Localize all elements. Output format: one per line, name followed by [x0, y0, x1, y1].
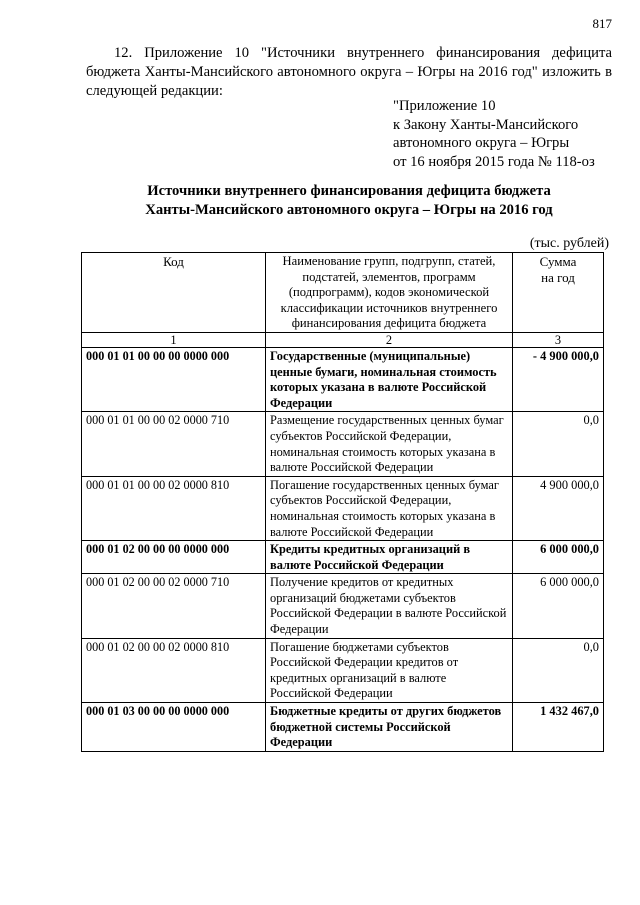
header-name: Наименование групп, подгрупп, статей, подстатей, элементов, программ (подпрограмм), кодов экономической классификации источников внутреннего финансирования дефицита бюджета [266, 253, 513, 333]
row-code: 000 01 02 00 00 02 0000 810 [82, 638, 266, 702]
row-name: Погашение государственных ценных бумаг субъектов Российской Федерации, номинальная стоимость которых указана в валюте Российской Федерации [266, 476, 513, 540]
row-name: Кредиты кредитных организаций в валюте Российской Федерации [266, 541, 513, 574]
header-sum [513, 253, 604, 333]
appendix-ref-line: от 16 ноября 2015 года № 118-оз [393, 153, 595, 170]
appendix-ref-line: к Закону Ханты-Мансийского [393, 116, 579, 133]
document-title [86, 182, 612, 220]
row-amount: 6 000 000,0 [513, 541, 604, 574]
row-amount: 0,0 [513, 412, 604, 476]
row-amount: 6 000 000,0 [513, 574, 604, 638]
row-code: 000 01 02 00 00 02 0000 710 [82, 574, 266, 638]
table-row [82, 476, 604, 540]
row-code: 000 01 01 00 00 02 0000 710 [82, 412, 266, 476]
title-line: Источники внутреннего финансирования дефицита бюджета [147, 183, 551, 199]
table-row [82, 347, 604, 411]
row-name: Получение кредитов от кредитных организаций бюджетами субъектов Российской Федерации в валюте Российской Федерации [266, 574, 513, 638]
row-name: Государственные (муниципальные) ценные бумаги, номинальная стоимость которых указана в валюте Российской Федерации [266, 347, 513, 411]
row-amount: 1 432 467,0 [513, 703, 604, 752]
row-code: 000 01 01 00 00 00 0000 000 [82, 347, 266, 411]
table-row [82, 541, 604, 574]
row-amount: 0,0 [513, 638, 604, 702]
appendix-ref-line: "Приложение 10 [393, 98, 496, 114]
row-amount: - 4 900 000,0 [513, 347, 604, 411]
column-number: 3 [513, 332, 604, 347]
table-header-row [82, 253, 604, 333]
column-numbers-row [82, 332, 604, 347]
row-code: 000 01 02 00 00 00 0000 000 [82, 541, 266, 574]
units-label: (тыс. рублей) [529, 236, 609, 251]
title-line: Ханты-Мансийского автономного округа – Югры на 2016 год [145, 202, 553, 218]
intro-paragraph [86, 44, 612, 101]
financing-sources-table [81, 252, 604, 752]
column-number: 1 [82, 332, 266, 347]
row-name: Бюджетные кредиты от других бюджетов бюджетной системы Российской Федерации [266, 703, 513, 752]
page-number: 817 [592, 16, 612, 31]
row-name: Погашение бюджетами субъектов Российской Федерации кредитов от кредитных организаций в валюте Российской Федерации [266, 638, 513, 702]
header-sum-line: Сумма [539, 254, 577, 269]
appendix-reference [393, 97, 595, 171]
column-number: 2 [266, 332, 513, 347]
table-row [82, 638, 604, 702]
row-code: 000 01 01 00 00 02 0000 810 [82, 476, 266, 540]
header-sum-line: на год [541, 269, 575, 285]
row-code: 000 01 03 00 00 00 0000 000 [82, 703, 266, 752]
appendix-ref-line: автономного округа – Югры [393, 135, 570, 152]
table-row [82, 412, 604, 476]
header-code: Код [82, 253, 266, 333]
row-name: Размещение государственных ценных бумаг субъектов Российской Федерации, номинальная стоимость которых указана в валюте Российской Федерации [266, 412, 513, 476]
intro-text: 12. Приложение 10 "Источники внутреннего финансирования дефицита бюджета Ханты-Мансийского автономного округа – Югры на 2016 год" изложить в следующей редакции: [86, 45, 612, 99]
row-amount: 4 900 000,0 [513, 476, 604, 540]
table-row [82, 574, 604, 638]
table-row [82, 703, 604, 752]
